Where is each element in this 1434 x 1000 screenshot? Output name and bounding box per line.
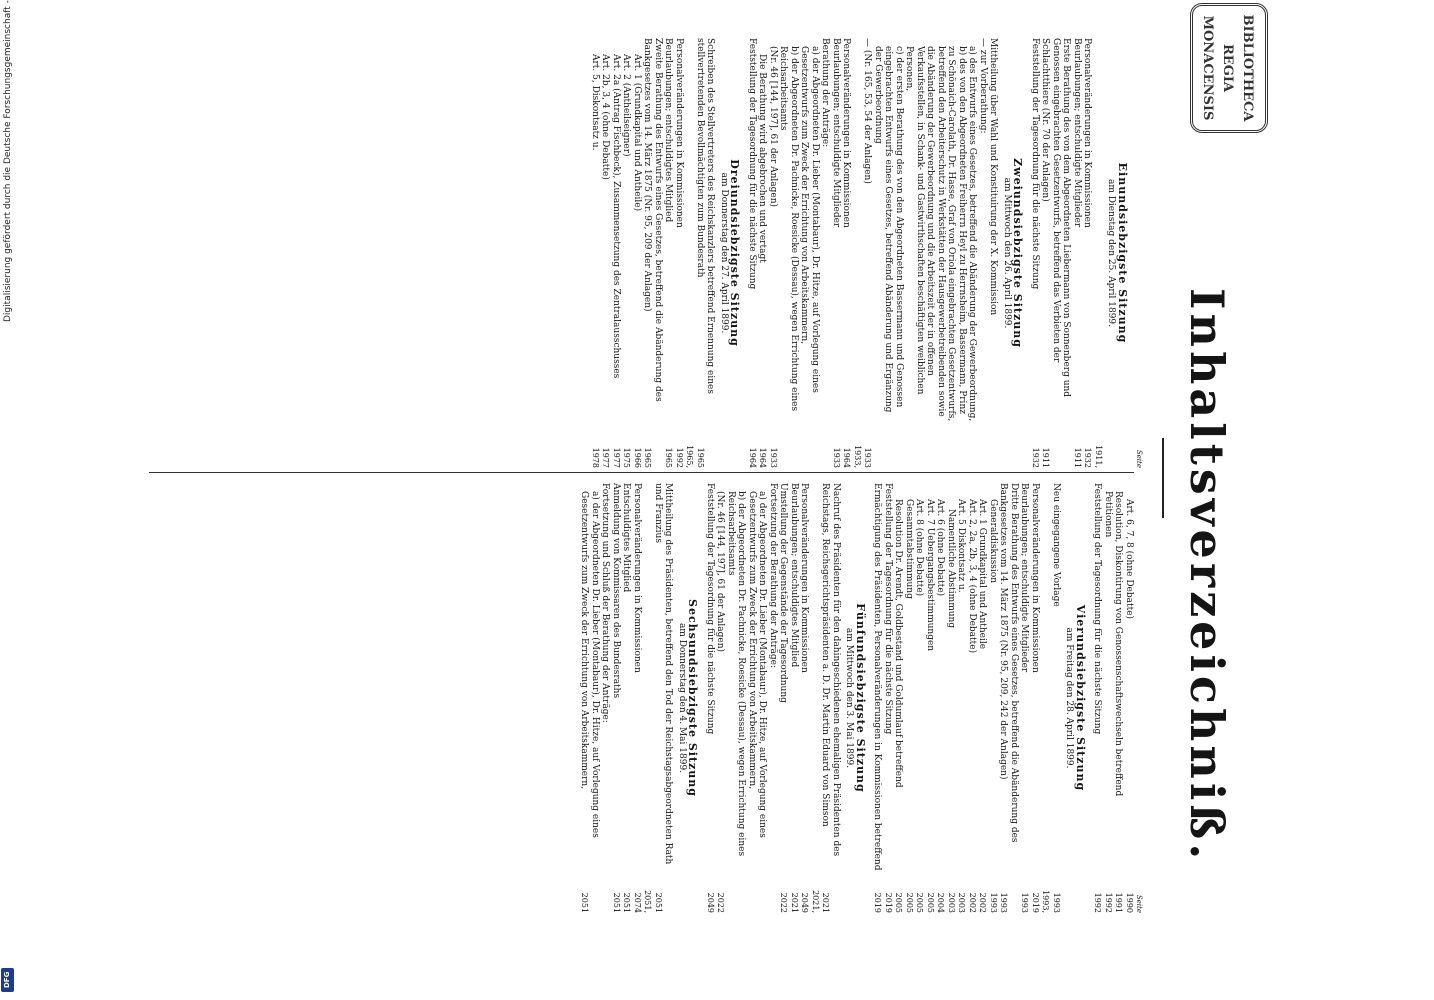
toc-entry xyxy=(988,483,999,913)
toc-entry-text: — zur Vorberathung: xyxy=(978,38,988,134)
session-title: Dreiundsiebzigste Sitzung xyxy=(728,159,742,347)
toc-entry-page: 1993 xyxy=(989,892,998,913)
toc-entry xyxy=(967,483,978,913)
toc-entry xyxy=(946,483,957,913)
seite-label: Seite xyxy=(1135,449,1143,468)
title-rule xyxy=(1162,438,1164,518)
toc-entry xyxy=(914,483,925,913)
toc-entry-page: 1964 xyxy=(758,447,768,468)
toc-entry xyxy=(674,38,695,468)
toc-entry xyxy=(600,38,611,468)
session-date: am Donnerstag den 4. Mai 1899. xyxy=(677,622,687,774)
toc-entry-text: Feststellung der Tagesordnung für die nächste Sitzung xyxy=(1092,483,1103,735)
toc-entry xyxy=(893,483,904,913)
toc-entry-text: b) der Abgeordneten Dr. Pachnicke, Roesicke (Dessau), wegen Errichtung eines Reichsarbeitsamts xyxy=(778,46,799,412)
toc-entry-text: Anmeldung von Kommissaren des Bundesraths xyxy=(611,483,621,699)
toc-entry xyxy=(1072,38,1083,468)
toc-entry-page: 1965, 1992 xyxy=(675,445,695,468)
toc-entry-text: a) der Abgeordneten Dr. Lieber (Montabaur), Dr. Hitze, auf Vorlegung eines Gesetzentwurfs zum Zweck der Errichtung von Arbeitskammern, xyxy=(799,46,820,393)
toc-entry-text: Resolution Dr. Arendt, Goldbestand und Goldumlauf betreffend xyxy=(893,499,904,788)
toc-entry xyxy=(883,483,894,913)
toc-entry xyxy=(956,483,967,913)
toc-entry-text: Beurlaubungen; entschuldigte Mitglieder xyxy=(1072,38,1082,228)
toc-entry xyxy=(998,483,1019,913)
toc-entry-page: 1977 xyxy=(612,447,621,468)
toc-entry xyxy=(977,483,988,913)
toc-entry-page: 1933 xyxy=(769,447,778,468)
toc-entry-text: Art. 1 Grundkapital und Antheile xyxy=(977,499,988,650)
toc-entry-text: Beurlaubungen; entschuldigtes Mitglied xyxy=(789,483,799,668)
toc-entry-page: 2005 xyxy=(894,892,904,913)
toc-entry-text: Art. 5 Diskontsatz u. xyxy=(956,499,967,593)
toc-entry-page: 2002 xyxy=(968,892,977,913)
dfg-funding-note: Digitalisierung gefördert durch die Deutsche Forschungsgemeinschaft - xyxy=(3,0,13,322)
toc-entry xyxy=(747,483,768,913)
toc-entry xyxy=(705,483,716,913)
toc-entry xyxy=(841,38,862,468)
toc-entry xyxy=(663,38,674,468)
toc-entry-page: 2002 xyxy=(978,892,988,913)
toc-entry-page: 2021 xyxy=(790,892,799,913)
toc-entry-text: Erste Berathung des von dem Abgeordneten Liebermann von Sonnenberg und Genossen eingebrachten Gesetzentwurfs, betreffend das Verbieten der Schlachtthiere (Nr. 70 der Anlagen) xyxy=(1040,38,1072,398)
toc-entry-text: Feststellung der Tagesordnung für die nächste Sitzung xyxy=(705,483,715,735)
toc-entry-text: Gesammtabstimmung xyxy=(904,499,914,599)
toc-entry xyxy=(820,38,831,468)
toc-entry xyxy=(611,38,622,468)
toc-entry-page: 1993, 2019 xyxy=(1031,890,1051,913)
page-title: Inhaltsverzeichniß. xyxy=(1180,288,1234,864)
session-title: Zweiundsiebzigste Sitzung xyxy=(1011,158,1025,348)
toc-entry-text: b) des von den Abgeordneten Freiherrn Heyl zu Herrnsheim, Bassermann, Prinz zu Schönaich-Carolath, Dr. Hasse, Graf von Oriola eingebrachten Gesetzentwurfs, betreffend den Arbeiterschutz in Werkstätten der Hausgewerbetreibenden sowie die Abänderung der Gewerbeordnung und die Arbeitszeit der in offenen Verkaufsstellen, in Schank- und Gastwirthschaften beschäftigten weiblichen Personen, xyxy=(904,46,967,422)
toc-entry xyxy=(621,483,632,913)
toc-entry xyxy=(1124,483,1135,913)
toc-entry xyxy=(1040,38,1072,468)
toc-entry-page: 1990 xyxy=(1125,892,1134,913)
toc-entry xyxy=(1030,38,1041,468)
toc-entry xyxy=(904,38,967,468)
toc-entry xyxy=(925,483,936,913)
toc-entry-text: Mittheilung des Präsidenten, betreffend den Tod der Reichstagsabgeordneten Rath und Franzius xyxy=(653,483,674,865)
toc-entry xyxy=(590,38,601,468)
toc-entry xyxy=(621,38,632,468)
digitization-strip xyxy=(0,0,16,1000)
toc-entry xyxy=(632,38,643,468)
toc-entry-text: a) des Entwurfs eines Gesetzes, betreffend die Abänderung der Gewerbeordnung, xyxy=(967,46,978,422)
toc-entry-page: 1966 xyxy=(633,447,642,468)
column-divider xyxy=(149,472,1134,473)
toc-entry-page: 1911, 1932 xyxy=(1083,445,1103,468)
toc-entry-text: Art. 6 (ohne Debatte) xyxy=(935,499,946,597)
toc-entry-page: 2021, 2049 xyxy=(800,890,820,913)
toc-entry-text: Personalveränderungen in Kommissionen xyxy=(1030,483,1040,673)
toc-entry-text: Fortsetzung der Berathung der Anträge: xyxy=(768,483,778,669)
toc-entry-text: Personalveränderungen in Kommissionen xyxy=(1082,38,1093,228)
toc-entry-page: 2003 xyxy=(957,892,967,913)
session-date: am Mittwoch den 3. Mai 1899. xyxy=(844,627,855,769)
toc-entry-page: 2003 xyxy=(947,892,956,913)
toc-entry-page: 2005 xyxy=(926,892,935,913)
toc-entry-text: Neu eingegangene Vorlage xyxy=(1051,483,1061,607)
library-stamp xyxy=(1190,3,1268,133)
toc-entry xyxy=(862,38,873,468)
toc-entry-page: 1965 xyxy=(696,447,705,468)
toc-entry-text: a) der Abgeordneten Dr. Lieber (Montabaur), Dr. Hitze, auf Vorlegung eines Gesetzentwurfs zum Zweck der Errichtung von Arbeitskammern, xyxy=(747,491,768,838)
toc-entry-text: a) der Abgeordneten Dr. Lieber (Montabaur), Dr. Hitze, auf Vorlegung eines Gesetzentwurfs zum Zweck der Errichtung von Arbeitskammern, xyxy=(579,491,600,838)
toc-entry-page: 1933 xyxy=(863,447,873,468)
toc-entry xyxy=(653,483,674,913)
session-title: Fünfundsiebzigste Sitzung xyxy=(854,603,867,793)
toc-entry-page: 2051 xyxy=(622,892,632,913)
toc-entry-page: 2022 xyxy=(716,892,726,913)
toc-entry xyxy=(768,38,779,468)
toc-entry-text: Art. 2a (Antrag Fischbeck), Zusammensetzung des Zentralausschusses xyxy=(611,54,621,379)
toc-entry-text: Berathung der Anträge: xyxy=(820,38,831,148)
toc-entry-text: Personalveränderungen in Kommissionen xyxy=(841,38,852,228)
toc-entry-page: 2021 xyxy=(821,892,831,913)
toc-column-left xyxy=(590,38,1145,468)
toc-entry-page: 2051 xyxy=(612,892,621,913)
toc-entry-page: 2004 xyxy=(936,892,946,913)
toc-entry-text: Art. 6, 7, 8 (ohne Debatte) xyxy=(1124,499,1134,620)
toc-entry-text: Beurlaubungen; entschuldigtes Mitglied xyxy=(663,38,674,223)
stamp-line: REGIA xyxy=(1220,44,1235,92)
toc-entry-text: Umstellung der Gegenstände der Tagesordnung xyxy=(778,483,789,703)
toc-entry-text: — (Nr. 165, 53, 54 der Anlagen) xyxy=(862,38,873,184)
toc-entry-text: Feststellung der Tagesordnung für die nächste Sitzung xyxy=(1030,38,1040,290)
toc-entry-text: Mittheilung über Wahl und Konstituirung der X. Kommission xyxy=(988,38,999,316)
toc-entry-page: 1993 xyxy=(999,892,1009,913)
toc-entry xyxy=(789,483,800,913)
toc-entry-text: Nachruf des Präsidenten für den dahingeschiedenen ehemaligen Präsidenten des Reichstags, Reichsgerichtspräsidenten a. D. Dr. Martin Eduard von Simson xyxy=(820,483,841,857)
toc-entry xyxy=(1030,483,1051,913)
toc-entry xyxy=(642,38,663,468)
toc-entry-text: Art. 2, 2a, 2b, 3, 4 (ohne Debatte) xyxy=(967,499,977,654)
toc-entry-text: Fortsetzung und Schluß der Berathung der Anträge: xyxy=(600,483,611,723)
toc-entry-page: 1933 xyxy=(832,447,841,468)
toc-entry xyxy=(778,483,789,913)
toc-entry-text: Feststellung der Tagesordnung für die nächste Sitzung xyxy=(747,38,757,290)
toc-entry-page: 1911 xyxy=(1073,447,1082,468)
toc-entry-text: Ermächtigung des Präsidenten, Personalveränderungen in Kommissionen betreffend xyxy=(872,483,883,871)
toc-entry-page: 2019 xyxy=(884,892,893,913)
toc-column-right xyxy=(579,483,1144,913)
toc-entry-text: Dritte Berathung des Entwurfs eines Gesetzes, betreffend die Abänderung des Bankgesetzes vom 14. März 1875 (Nr. 95, 209, 242 der Anlagen) xyxy=(998,483,1019,843)
toc-entry-text: Personalveränderungen in Kommissionen xyxy=(632,483,642,673)
toc-entry-text: b) der Abgeordneten Dr. Pachnicke, Roesicke (Dessau), wegen Errichtung eines Reichsarbeitsamts xyxy=(726,491,747,857)
toc-entry-page: 1978 xyxy=(591,447,600,468)
toc-entry xyxy=(904,483,915,913)
toc-entry-text: Zweite Berathung des Entwurfs eines Gesetzes, betreffend die Abänderung des Bankgesetzes vom 14. März 1875 (Nr. 95, 209 der Anlagen) xyxy=(642,38,663,402)
toc-entry xyxy=(1082,38,1103,468)
stamp-line: MONACENSIS xyxy=(1200,15,1215,121)
toc-entry-page: 1992 xyxy=(1104,892,1113,913)
session-date: am Dienstag den 25. April 1899. xyxy=(1106,178,1117,328)
toc-entry xyxy=(799,483,820,913)
toc-entry-page: 1932 xyxy=(1031,447,1040,468)
toc-entry-page: 1933, 1964 xyxy=(842,445,862,468)
toc-entry-page: 2019 xyxy=(873,892,883,913)
toc-entry xyxy=(579,483,600,913)
toc-entry xyxy=(872,483,883,913)
dfg-logo: DFG xyxy=(1,968,14,992)
toc-entry-text: Art. 5, Diskontsatz u. xyxy=(590,54,600,151)
toc-entry xyxy=(935,483,946,913)
toc-entry-text: Art. 2 (Antheilseigner) xyxy=(621,54,632,157)
toc-entry-text: Generaldiskussion xyxy=(988,499,998,584)
toc-entry xyxy=(695,38,716,468)
toc-entry xyxy=(820,483,841,913)
toc-entry xyxy=(611,483,622,913)
toc-entry-text: c) der ersten Berathung des von den Abgeordneten Bassermann und Genossen eingebrachten Entwurfs eines Gesetzes, betreffend Abänderung und Ergänzung der Gewerbeordnung xyxy=(873,46,904,413)
toc-entry xyxy=(831,38,842,468)
session-date: am Donnerstag den 27. April 1899. xyxy=(719,172,729,334)
toc-entry-text: Entschuldigtes Mitglied xyxy=(621,483,632,593)
toc-entry-text: Art. 8 (ohne Debatte) xyxy=(914,499,925,597)
toc-entry xyxy=(632,483,653,913)
session-title: Vierundsiebzigste Sitzung xyxy=(1074,604,1087,792)
toc-entry xyxy=(1113,483,1124,913)
toc-entry-text: Art. 1 (Grundkapital und Antheile) xyxy=(632,54,642,212)
toc-entry xyxy=(988,38,999,468)
toc-entry xyxy=(1092,483,1103,913)
toc-entry-text: (Nr. 46 [144, 197], 61 der Anlagen) xyxy=(768,46,778,208)
toc-entry-text: Resolution, Diskontirung von Genossenschaftswechseln betreffend xyxy=(1113,491,1124,797)
toc-entry-text: Beurlaubungen; entschuldigte Mitglieder xyxy=(831,38,841,228)
toc-entry-text: Personalveränderungen in Kommissionen xyxy=(799,483,810,673)
toc-entry-page: 1991 xyxy=(1114,892,1124,913)
toc-entry-page: 1965 xyxy=(643,447,653,468)
session-date: am Freitag den 28. April 1899. xyxy=(1064,627,1075,769)
toc-entry-page: 2022 xyxy=(779,892,789,913)
toc-entry-text: Art. 2b, 3, 4 (ohne Debatte) xyxy=(600,54,611,180)
toc-entry-text: Art. 7 Uebergangsbestimmungen xyxy=(925,499,935,652)
toc-entry-page: 1977 xyxy=(601,447,611,468)
toc-entry xyxy=(747,38,758,468)
toc-entry xyxy=(778,38,799,468)
toc-entry-page: 1993 xyxy=(1052,892,1061,913)
toc-entry-page: 2051, 2074 xyxy=(633,890,653,913)
toc-entry xyxy=(873,38,905,468)
toc-entry-text: Die Berathung wird abgebrochen und vertagt xyxy=(757,54,768,263)
toc-entry xyxy=(768,483,779,913)
stamp-line: BIBLIOTHECA xyxy=(1240,14,1255,122)
toc-entry-text: Feststellung der Tagesordnung für die nächste Sitzung xyxy=(883,483,893,735)
toc-entry-page: 1975 xyxy=(622,447,632,468)
toc-entry-page: 2005 xyxy=(905,892,914,913)
toc-entry xyxy=(600,483,611,913)
toc-entry-text: Beurlaubungen; entschuldigte Mitglieder xyxy=(1019,483,1030,673)
toc-entry-page: 1965 xyxy=(664,447,674,468)
toc-entry-text: Petitionen xyxy=(1103,491,1113,538)
toc-entry-page: 1964 xyxy=(748,447,757,468)
toc-entry-text: Namentliche Abstimmung xyxy=(946,509,956,629)
toc-entry-text: Personalveränderungen in Kommissionen xyxy=(674,38,684,228)
toc-entry xyxy=(757,38,768,468)
session-title: Sechsundsiebzigste Sitzung xyxy=(686,599,700,797)
session-title: Einundsiebzigste Sitzung xyxy=(1116,162,1129,344)
toc-entry-page: 1993 xyxy=(1020,892,1030,913)
toc-entry xyxy=(1103,483,1114,913)
seite-label: Seite xyxy=(1135,894,1143,913)
rotated-page xyxy=(124,14,1274,928)
toc-entry-page: 1911 xyxy=(1041,447,1051,468)
toc-entry xyxy=(715,483,726,913)
toc-entry-page: 2051 xyxy=(654,892,663,913)
toc-entry xyxy=(978,38,989,468)
toc-entry-page: 2051 xyxy=(580,892,590,913)
toc-entry xyxy=(1051,483,1062,913)
toc-entry-text: (Nr. 46 [144, 197], 61 der Anlagen) xyxy=(715,491,726,653)
toc-entry-text: Schreiben des Stellvertreters des Reichskanzlers betreffend Ernennung eines stellvertretenden Bevollmächtigten zum Bundesrath xyxy=(695,38,716,394)
toc-entry-page: 1992 xyxy=(1093,892,1103,913)
toc-entry xyxy=(967,38,978,468)
session-date: am Mittwoch den 26. April 1899. xyxy=(1002,177,1012,329)
toc-entry xyxy=(799,38,820,468)
toc-entry xyxy=(726,483,747,913)
toc-entry xyxy=(1019,483,1030,913)
toc-entry-page: 2049 xyxy=(706,892,715,913)
toc-entry-page: 2005 xyxy=(915,892,925,913)
